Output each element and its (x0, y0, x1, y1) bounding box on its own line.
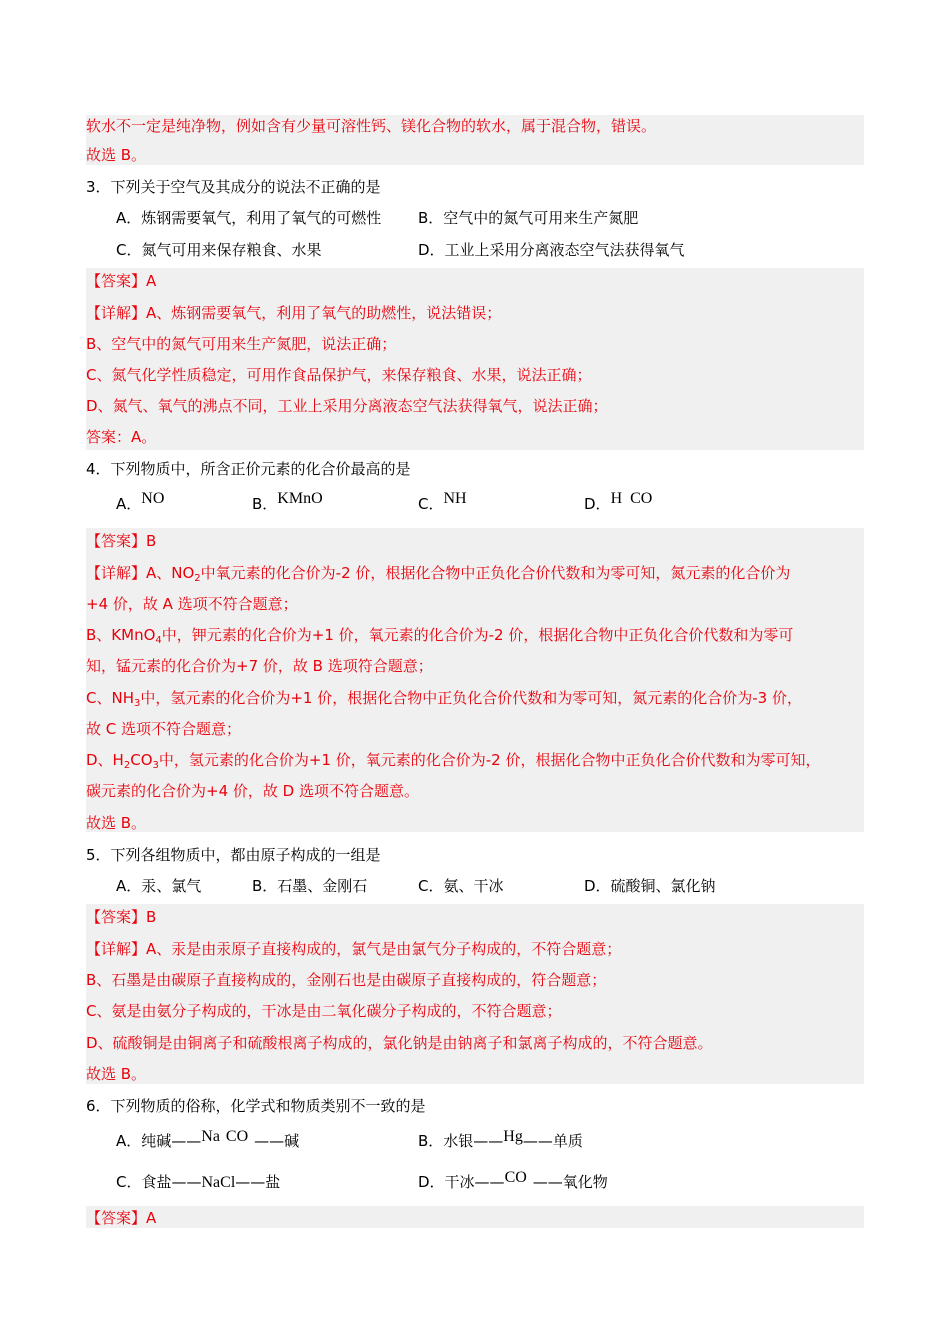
text: A．纯碱—— (116, 1132, 202, 1150)
q3-detail-line: D、氮气、氧气的沸点不同，工业上采用分离液态空气法获得氧气，说法正确； (86, 397, 608, 415)
formula: CO (630, 490, 653, 507)
q6-answer-background (86, 1206, 864, 1228)
q4-detail-line (86, 625, 793, 651)
q3-detail-line: 【详解】A、炼钢需要氧气，利用了氧气的助燃性，说法错误； (86, 304, 502, 322)
text: ——碱 (254, 1132, 300, 1150)
option-label: C． (418, 495, 444, 513)
question-3-stem: 3．下列关于空气及其成分的说法不正确的是 (86, 178, 381, 196)
q5-option-d: D．硫酸铜、氯化钠 (584, 877, 716, 895)
q5-detail-line: 【详解】A、汞是由汞原子直接构成的，氯气是由氯气分子构成的，不符合题意； (86, 940, 622, 958)
formula: NO (141, 490, 165, 507)
q5-detail-line: C、氨是由氨分子构成的，干冰是由二氧化碳分子构成的，不符合题意； (86, 1002, 562, 1020)
q6-answer: 【答案】A (86, 1209, 157, 1227)
q3-answer: 【答案】A (86, 272, 157, 290)
q4-detail-line (86, 750, 820, 776)
text: 中，氢元素的化合价为+1 价，氧元素的化合价为-2 价，根据化合物中正负化合价代数和为零可知， (158, 751, 821, 769)
text: 中氧元素的化合价为-2 价，根据化合物中正负化合价代数和为零可知，氮元素的化合价为 (200, 564, 791, 582)
q6-option-c (116, 1172, 280, 1193)
q4-detail-line: 碳元素的化合价为+4 价，故 D 选项不符合题意。 (86, 782, 419, 800)
formula: Na (201, 1128, 220, 1145)
q6-option-b (418, 1128, 583, 1152)
q4-option-d (584, 490, 653, 515)
text: ——单质 (522, 1132, 583, 1150)
option-label: B． (252, 495, 278, 513)
question-6-stem: 6．下列物质的俗称，化学式和物质类别不一致的是 (86, 1097, 426, 1115)
q3-option-b: B．空气中的氮气可用来生产氮肥 (418, 209, 639, 227)
q5-answer-background (86, 904, 864, 1084)
option-label: D． (584, 495, 611, 513)
q5-detail-line: B、石墨是由碳原子直接构成的，金刚石也是由碳原子直接构成的，符合题意； (86, 971, 607, 989)
formula: Hg (503, 1128, 523, 1145)
q4-option-c (418, 490, 467, 515)
q4-option-b (252, 490, 323, 515)
q5-detail-line: D、硫酸铜是由铜离子和硫酸根离子构成的，氯化钠是由钠离子和氯离子构成的，不符合题意。 (86, 1034, 713, 1052)
formula: NaCl (201, 1174, 236, 1191)
explanation-line: 软水不一定是纯净物，例如含有少量可溶性钙、镁化合物的软水，属于混合物，错误。 (86, 117, 657, 135)
text: 中，氢元素的化合价为+1 价，根据化合物中正负化合价代数和为零可知，氮元素的化合价为-3 价， (140, 689, 802, 707)
text: CO (130, 751, 153, 769)
q3-detail-line: 答案：A。 (86, 428, 157, 446)
subscript: 2 (194, 573, 201, 584)
question-5-stem: 5．下列各组物质中，都由原子构成的一组是 (86, 846, 381, 864)
q5-answer: 【答案】B (86, 908, 157, 926)
formula: NH (443, 490, 467, 507)
q4-final-answer: 故选 B。 (86, 814, 147, 832)
q4-detail-line (86, 563, 790, 589)
q5-final-answer: 故选 B。 (86, 1065, 147, 1083)
text: B．水银—— (418, 1132, 504, 1150)
text: ——盐 (235, 1173, 281, 1191)
formula: KMnO (277, 490, 323, 507)
text: D．干冰—— (418, 1173, 505, 1191)
q3-answer-background (86, 268, 864, 450)
text: 【详解】A、NO (86, 564, 195, 582)
formula: CO (225, 1128, 249, 1145)
subscript: 4 (155, 635, 162, 646)
question-4-stem: 4．下列物质中，所含正价元素的化合价最高的是 (86, 460, 411, 478)
q5-option-b: B．石墨、金刚石 (252, 877, 368, 895)
q4-detail-line: +4 价，故 A 选项不符合题意； (86, 595, 298, 613)
q3-detail-line: B、空气中的氮气可用来生产氮肥，说法正确； (86, 335, 397, 353)
q4-option-a (116, 490, 165, 515)
text: 中，钾元素的化合价为+1 价，氧元素的化合价为-2 价，根据化合物中正负化合价代数和为零可 (161, 626, 794, 644)
subscript: 2 (123, 760, 131, 771)
text: D、H (86, 751, 124, 769)
q4-detail-line: 故 C 选项不符合题意； (86, 720, 242, 738)
text: C、NH (86, 689, 134, 707)
q3-detail-line: C、氮气化学性质稳定，可用作食品保护气，来保存粮食、水果，说法正确； (86, 366, 592, 384)
option-label: A． (116, 495, 142, 513)
text: B、KMnO (86, 626, 156, 644)
q3-option-c: C．氮气可用来保存粮食、水果 (116, 241, 322, 259)
q4-detail-line: 知，锰元素的化合价为+7 价，故 B 选项符合题意； (86, 657, 433, 675)
q5-option-c: C．氨、干冰 (418, 877, 504, 895)
q5-option-a: A．汞、氯气 (116, 877, 202, 895)
subscript: 3 (152, 760, 159, 771)
formula: CO (504, 1169, 527, 1186)
q6-option-a (116, 1128, 300, 1152)
text: ——氧化物 (532, 1173, 608, 1191)
q3-option-d: D．工业上采用分离液态空气法获得氧气 (418, 241, 685, 259)
subscript: 3 (133, 698, 141, 709)
final-answer-line: 故选 B。 (86, 146, 147, 164)
q4-answer: 【答案】B (86, 532, 157, 550)
q3-option-a: A．炼钢需要氧气，利用了氧气的可燃性 (116, 209, 382, 227)
q4-detail-line (86, 688, 802, 714)
text: C．食盐—— (116, 1173, 202, 1191)
q6-option-d (418, 1169, 608, 1193)
formula: H (610, 490, 623, 507)
